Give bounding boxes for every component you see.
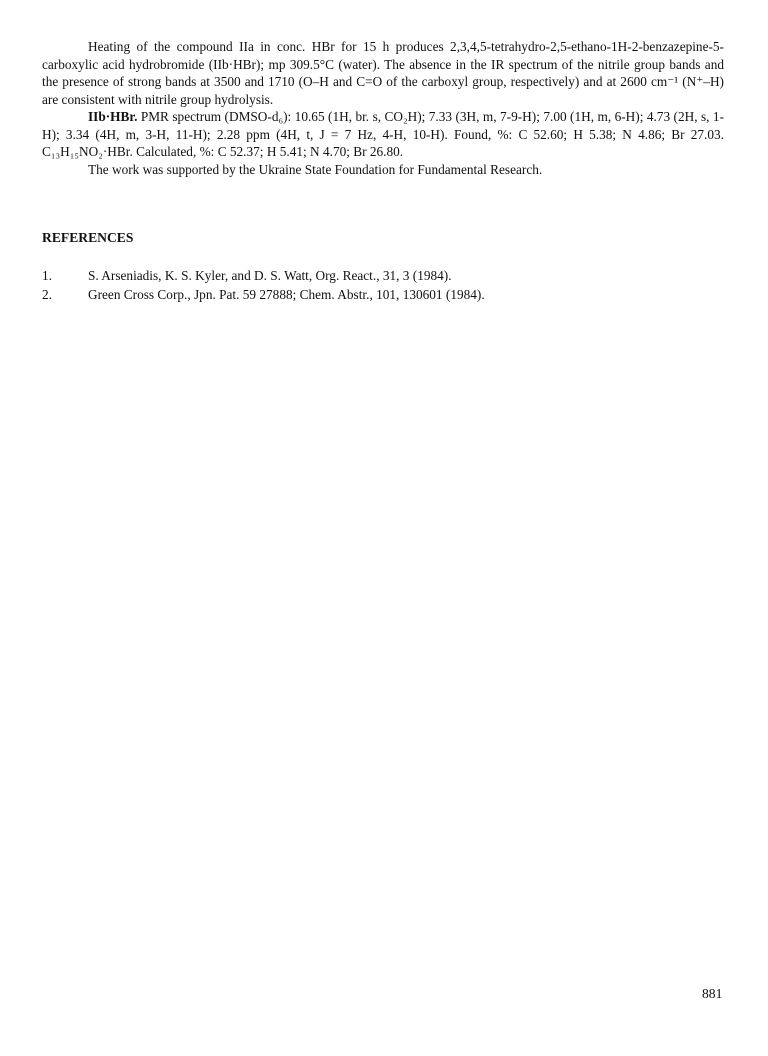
paragraph-pmr-spectrum xyxy=(42,108,724,161)
references-heading: REFERENCES xyxy=(42,230,134,245)
reference-number: 1. xyxy=(42,268,52,283)
page-number: 881 xyxy=(702,986,723,1001)
reference-item xyxy=(42,266,724,285)
reference-number: 2. xyxy=(42,287,52,302)
reference-item xyxy=(42,285,724,304)
paragraph-acknowledgment: The work was supported by the Ukraine State Foundation for Fundamental Research. xyxy=(88,161,543,177)
compound-label: IIb·HBr. xyxy=(88,109,138,124)
references-list xyxy=(42,266,724,304)
pmr-spectrum-text: PMR spectrum (DMSO-d₆): 10.65 (1H, br. s, CO₂H); 7.33 (3H, m, 7-9-H); 7.00 (1H, m, 6-H); 4.73 (2H, s, 1-H); 3.34 (4H, m, 3-H, 11-H); 2.28 ppm (4H, t, J = 7 Hz, 4-H, 10-H). Found, %: C 52.60; H 5.38; N 4.86; Br 27.03. C₁₃H₁₅NO₂·HBr. Calculated, %: C 52.37; H 5.41; N 4.70; Br 26.80. xyxy=(42,109,724,159)
reference-text: S. Arseniadis, K. S. Kyler, and D. S. Watt, Org. React., 31, 3 (1984). xyxy=(88,268,452,283)
reference-text: Green Cross Corp., Jpn. Pat. 59 27888; Chem. Abstr., 101, 130601 (1984). xyxy=(88,287,485,302)
article-body xyxy=(42,38,724,178)
paragraph-hydrolysis: Heating of the compound IIa in conc. HBr for 15 h produces 2,3,4,5-tetrahydro-2,5-ethano-1H-2-benzazepine-5-carboxylic acid hydrobromide (IIb·HBr); mp 309.5°C (water). The absence in the IR spectrum of the nitrile group bands and the presence of strong bands at 3500 and 1710 (O–H and C=O of the carboxyl group, respectively) and at 2600 cm⁻¹ (N⁺–H) are consistent with nitrile group hydrolysis. xyxy=(42,39,724,107)
